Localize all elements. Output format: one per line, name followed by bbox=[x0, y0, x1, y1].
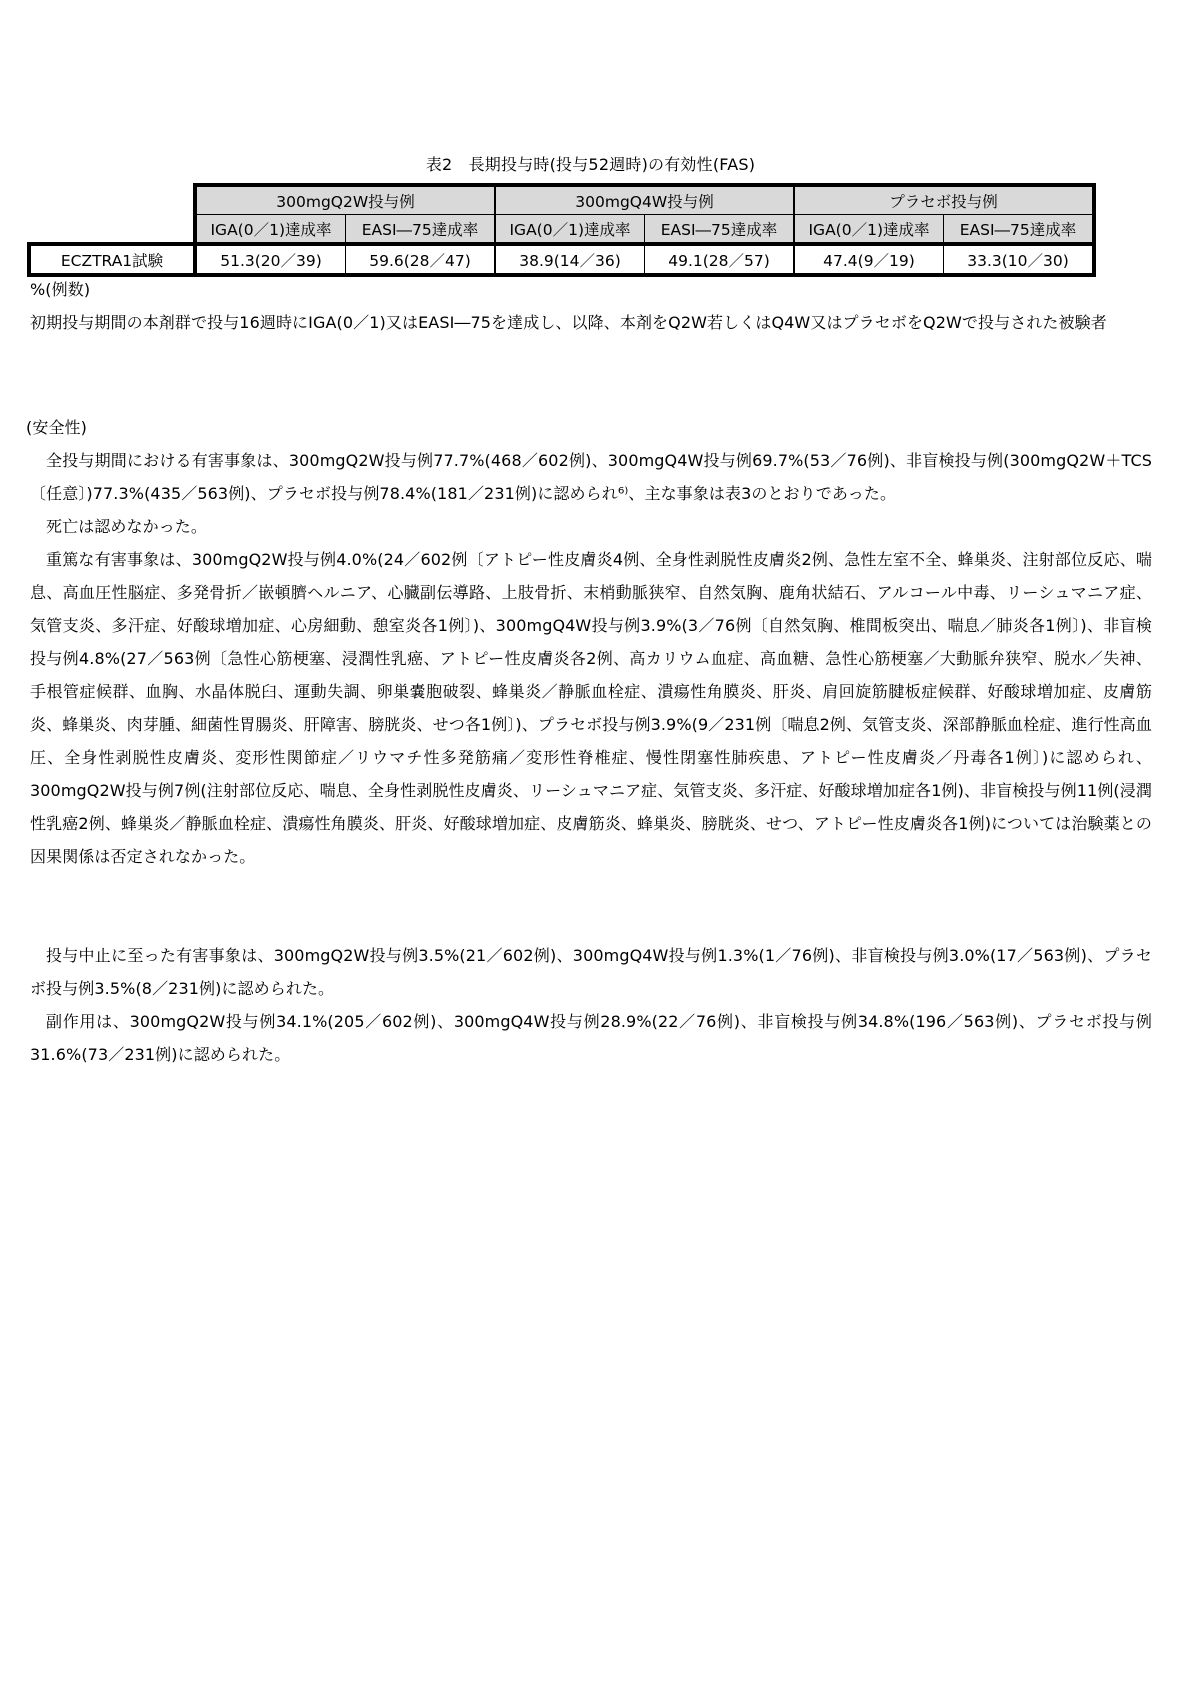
table-cell: 49.1(28／57) bbox=[645, 244, 795, 275]
group-header-placebo: プラセボ投与例 bbox=[794, 185, 1094, 215]
paragraph-discontinuation: 投与中止に至った有害事象は、300mgQ2W投与例3.5%(21／602例)、300mgQ4W投与例1.3%(1／76例)、非盲検投与例3.0%(17／563例)、プラセボ投与例3.5%(8／231例)に認められた。 bbox=[30, 946, 1152, 998]
table-caption: 表2 長期投与時(投与52週時)の有効性(FAS) bbox=[425, 155, 756, 174]
table-group-header-row bbox=[29, 185, 1094, 215]
subheader-iga: IGA(0／1)達成率 bbox=[794, 215, 944, 245]
row-label: ECZTRA1試験 bbox=[29, 244, 195, 275]
subheader-easi: EASI―75達成率 bbox=[645, 215, 795, 245]
table-note-population: 初期投与期間の本剤群で投与16週時にIGA(0／1)又はEASI―75を達成し、以降、本剤をQ2W若しくはQ4W又はプラセボをQ2Wで投与された被験者 bbox=[30, 313, 1107, 332]
table-cell: 51.3(20／39) bbox=[195, 244, 346, 275]
paragraph-side-effects: 副作用は、300mgQ2W投与例34.1%(205／602例)、300mgQ4W投与例28.9%(22／76例)、非盲検投与例34.8%(196／563例)、プラセボ投与例31.6%(73／231例)に認められた。 bbox=[30, 1012, 1152, 1064]
table-note-unit: %(例数) bbox=[30, 280, 91, 299]
group-header-q2w: 300mgQ2W投与例 bbox=[195, 185, 495, 215]
subheader-easi: EASI―75達成率 bbox=[346, 215, 496, 245]
table-cell: 33.3(10／30) bbox=[944, 244, 1095, 275]
subheader-easi: EASI―75達成率 bbox=[944, 215, 1095, 245]
group-header-q4w: 300mgQ4W投与例 bbox=[495, 185, 794, 215]
paragraph-adverse-events: 全投与期間における有害事象は、300mgQ2W投与例77.7%(468／602例)、300mgQ4W投与例69.7%(53／76例)、非盲検投与例(300mgQ2W＋TCS〔任意〕)77.3%(435／563例)、プラセボ投与例78.4%(181／231例)に認められ⁶⁾、主な事象は表3のとおりであった。 bbox=[30, 451, 1152, 503]
paragraph-serious-adverse-events: 重篤な有害事象は、300mgQ2W投与例4.0%(24／602例〔アトピー性皮膚炎4例、全身性剥脱性皮膚炎2例、急性左室不全、蜂巣炎、注射部位反応、喘息、高血圧性脳症、多発骨折／嵌頓臍ヘルニア、心臓副伝導路、上肢骨折、末梢動脈狭窄、自然気胸、鹿角状結石、アルコール中毒、リーシュマニア症、気管支炎、多汗症、好酸球増加症、心房細動、憩室炎各1例〕)、300mgQ4W投与例3.9%(3／76例〔自然気胸、椎間板突出、喘息／肺炎各1例〕)、非盲検投与例4.8%(27／563例〔急性心筋梗塞、浸潤性乳癌、アトピー性皮膚炎各2例、高カリウム血症、高血糖、急性心筋梗塞／大動脈弁狭窄、脱水／失神、手根管症候群、血胸、水晶体脱臼、運動失調、卵巣嚢胞破裂、蜂巣炎／静脈血栓症、潰瘍性角膜炎、肝炎、肩回旋筋腱板症候群、好酸球増加症、皮膚筋炎、蜂巣炎、肉芽腫、細菌性胃腸炎、肝障害、膀胱炎、せつ各1例〕)、プラセボ投与例3.9%(9／231例〔喘息2例、気管支炎、深部静脈血栓症、進行性高血圧、全身性剥脱性皮膚炎、変形性関節症／リウマチ性多発筋痛／変形性脊椎症、慢性閉塞性肺疾患、アトピー性皮膚炎／丹毒各1例〕)に認められ、300mgQ2W投与例7例(注射部位反応、喘息、全身性剥脱性皮膚炎、リーシュマニア症、気管支炎、多汗症、好酸球増加症各1例)、非盲検投与例11例(浸潤性乳癌2例、蜂巣炎／静脈血栓症、潰瘍性角膜炎、肝炎、好酸球増加症、皮膚筋炎、蜂巣炎、膀胱炎、せつ、アトピー性皮膚炎各1例)については治験薬との因果関係は否定されなかった。 bbox=[30, 550, 1152, 866]
subheader-iga: IGA(0／1)達成率 bbox=[195, 215, 346, 245]
blank-corner bbox=[29, 215, 195, 245]
table-subheader-row bbox=[29, 215, 1094, 245]
blank-corner bbox=[29, 185, 195, 215]
table-row bbox=[29, 244, 1094, 275]
efficacy-table bbox=[27, 183, 1096, 277]
paragraph-deaths: 死亡は認めなかった。 bbox=[46, 517, 208, 536]
subheader-iga: IGA(0／1)達成率 bbox=[495, 215, 645, 245]
table-cell: 38.9(14／36) bbox=[495, 244, 645, 275]
section-heading-safety: (安全性) bbox=[26, 418, 87, 437]
table-cell: 59.6(28／47) bbox=[346, 244, 496, 275]
table-cell: 47.4(9／19) bbox=[794, 244, 944, 275]
